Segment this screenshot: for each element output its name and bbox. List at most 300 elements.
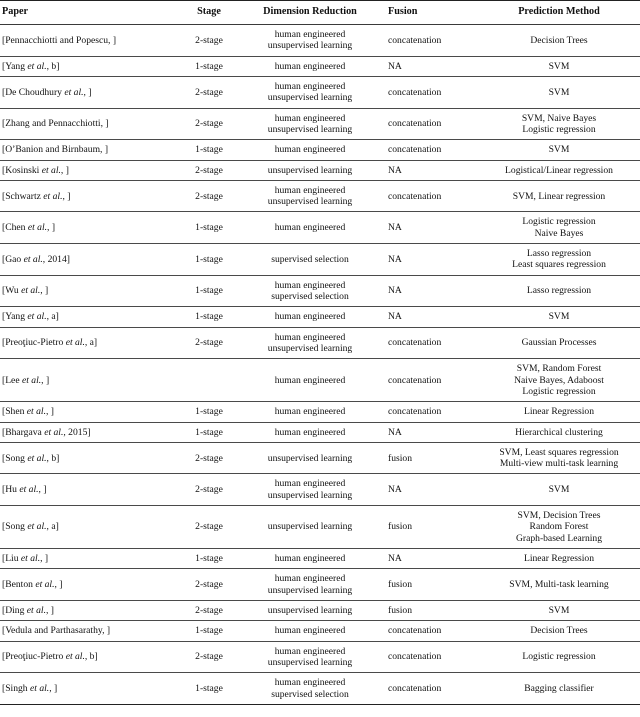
paper-citation-etal: et al. (64, 86, 84, 98)
dimension-reduction-value-line: human engineered (274, 645, 346, 657)
stage-value: 2-stage (195, 521, 223, 533)
cell-fusion (380, 359, 478, 402)
prediction-method-value (482, 447, 636, 470)
dimension-reduction-value-line: unsupervised learning (267, 521, 353, 533)
prediction-method-value-line: Decision Trees (530, 625, 588, 637)
paper-citation-prefix: [Chen (2, 222, 28, 234)
table-row (0, 600, 640, 620)
cell-stage (178, 442, 240, 474)
dimension-reduction-value (244, 165, 376, 176)
cell-fusion (380, 160, 478, 180)
cell-paper (0, 442, 178, 474)
cell-paper (0, 160, 178, 180)
prediction-method-value-line: SVM (548, 86, 570, 98)
cell-dimension-reduction (240, 402, 380, 422)
table-header (0, 1, 640, 25)
table-row (0, 422, 640, 442)
fusion-value: NA (388, 285, 402, 297)
dimension-reduction-value-line: unsupervised learning (267, 452, 353, 464)
cell-fusion (380, 549, 478, 569)
cell-stage (178, 275, 240, 307)
stage-value: 2-stage (195, 484, 223, 496)
prediction-method-value-line: Naive Bayes (534, 227, 584, 239)
stage-value: 1-stage (195, 426, 223, 438)
prediction-method-value (482, 579, 636, 590)
cell-fusion (380, 569, 478, 601)
stage-value: 1-stage (195, 682, 223, 694)
column-header-dimension-reduction: Dimension Reduction (240, 1, 380, 25)
paper-citation-etal: et al. (30, 682, 50, 694)
stage-value: 1-stage (195, 144, 223, 156)
paper-citation-prefix: [Kosinski (2, 164, 42, 176)
paper-citation-suffix: , ] (40, 553, 49, 565)
cell-prediction-method (478, 76, 640, 108)
cell-fusion (380, 402, 478, 422)
paper-citation-etal: et al. (41, 164, 61, 176)
prediction-method-value-line: Decision Trees (530, 34, 588, 46)
stage-value: 2-stage (195, 452, 223, 464)
dimension-reduction-value-line: human engineered (274, 406, 346, 418)
cell-stage (178, 76, 240, 108)
stage-value: 2-stage (195, 34, 223, 46)
prediction-method-value-line: Logistic regression (522, 385, 596, 397)
cell-prediction-method (478, 673, 640, 705)
fusion-value: fusion (388, 579, 412, 590)
prediction-method-value-line: SVM (548, 604, 570, 616)
paper-citation-suffix: , b] (84, 651, 98, 663)
dimension-reduction-value (244, 427, 376, 438)
prediction-method-value-line: Lasso regression (526, 285, 592, 297)
prediction-method-value (482, 553, 636, 564)
cell-dimension-reduction (240, 76, 380, 108)
cell-stage (178, 180, 240, 212)
cell-stage (178, 506, 240, 549)
cell-fusion (380, 327, 478, 359)
fusion-value: NA (388, 484, 402, 496)
cell-dimension-reduction (240, 621, 380, 641)
cell-stage (178, 600, 240, 620)
stage-value: 2-stage (195, 86, 223, 98)
cell-prediction-method (478, 549, 640, 569)
cell-paper (0, 76, 178, 108)
dimension-reduction-value (244, 625, 376, 636)
fusion-value: concatenation (388, 34, 442, 46)
dimension-reduction-value-line: human engineered (274, 374, 346, 386)
table-row (0, 76, 640, 108)
cell-stage (178, 25, 240, 57)
prediction-method-value-line: SVM (548, 144, 570, 156)
dimension-reduction-value-line: human engineered (274, 144, 346, 156)
prediction-method-value (482, 363, 636, 397)
table-row (0, 569, 640, 601)
cell-paper (0, 506, 178, 549)
paper-citation-suffix: , ] (49, 682, 58, 694)
stage-value: 1-stage (195, 253, 223, 265)
cell-dimension-reduction (240, 359, 380, 402)
cell-fusion (380, 621, 478, 641)
paper-citation-etal: et al. (65, 337, 85, 349)
paper-citation-prefix: [Yang (2, 311, 28, 323)
cell-prediction-method (478, 212, 640, 244)
dimension-reduction-value (244, 521, 376, 532)
dimension-reduction-value (244, 254, 376, 265)
paper-citation-etal: et al. (65, 651, 85, 663)
dimension-reduction-value (244, 646, 376, 669)
cell-stage (178, 402, 240, 422)
prediction-method-value-line: Graph-based Learning (515, 532, 603, 544)
prediction-method-value (482, 311, 636, 322)
dimension-reduction-value-line: human engineered (274, 478, 346, 490)
paper-citation-etal: et al. (21, 285, 41, 297)
stage-value: 1-stage (195, 311, 223, 323)
cell-fusion (380, 108, 478, 140)
cell-fusion (380, 56, 478, 76)
cell-dimension-reduction (240, 212, 380, 244)
dimension-reduction-value (244, 332, 376, 355)
cell-stage (178, 673, 240, 705)
prediction-method-value (482, 285, 636, 296)
paper-citation-suffix: , ] (62, 190, 71, 202)
dimension-reduction-value-line: human engineered (274, 184, 346, 196)
stage-value: 2-stage (195, 604, 223, 616)
paper-citation-etal: et al. (23, 253, 43, 265)
prediction-method-value-line: SVM (548, 484, 570, 496)
paper-citation-etal: et al. (35, 579, 55, 590)
cell-prediction-method (478, 506, 640, 549)
dimension-reduction-value (244, 222, 376, 233)
table-row (0, 25, 640, 57)
cell-prediction-method (478, 474, 640, 506)
column-header-prediction-method: Prediction Method (478, 1, 640, 25)
fusion-value: concatenation (388, 682, 442, 694)
table-row (0, 140, 640, 160)
fusion-value: concatenation (388, 118, 442, 130)
fusion-value: NA (388, 60, 402, 72)
prediction-method-value-line: Multi-view multi-task learning (499, 458, 619, 470)
prediction-method-value (482, 683, 636, 694)
paper-citation-suffix: , ] (83, 86, 92, 98)
cell-dimension-reduction (240, 180, 380, 212)
table-row (0, 673, 640, 705)
cell-fusion (380, 76, 478, 108)
stage-value: 1-stage (195, 222, 223, 234)
paper-citation-prefix: [De Choudhury (2, 86, 65, 98)
table-row (0, 402, 640, 422)
cell-fusion (380, 212, 478, 244)
cell-dimension-reduction (240, 600, 380, 620)
dimension-reduction-value (244, 61, 376, 72)
cell-paper (0, 244, 178, 276)
paper-citation-etal: et al. (26, 604, 46, 616)
paper-citation-etal: et al. (27, 521, 47, 533)
prediction-method-value (482, 87, 636, 98)
cell-fusion (380, 474, 478, 506)
dimension-reduction-value (244, 478, 376, 501)
dimension-reduction-value-line: human engineered (274, 60, 346, 72)
stage-value: 2-stage (195, 118, 223, 130)
fusion-value: NA (388, 426, 402, 438)
table-row (0, 442, 640, 474)
paper-citation-etal: et al. (27, 311, 47, 323)
cell-dimension-reduction (240, 307, 380, 327)
table-row (0, 108, 640, 140)
stage-value: 2-stage (195, 164, 223, 176)
cell-prediction-method (478, 621, 640, 641)
cell-prediction-method (478, 307, 640, 327)
cell-paper (0, 180, 178, 212)
fusion-value: concatenation (388, 337, 442, 349)
cell-paper (0, 600, 178, 620)
cell-paper (0, 25, 178, 57)
cell-dimension-reduction (240, 422, 380, 442)
prediction-method-value (482, 427, 636, 438)
dimension-reduction-value (244, 553, 376, 564)
table-row (0, 327, 640, 359)
prediction-method-value (482, 406, 636, 417)
cell-prediction-method (478, 108, 640, 140)
dimension-reduction-value-line: unsupervised learning (267, 164, 353, 176)
stage-value: 2-stage (195, 579, 223, 590)
cell-dimension-reduction (240, 442, 380, 474)
cell-dimension-reduction (240, 641, 380, 673)
prediction-method-value-line: Naive Bayes, Adaboost (514, 374, 604, 386)
cell-dimension-reduction (240, 56, 380, 76)
dimension-reduction-value (244, 311, 376, 322)
fusion-value: concatenation (388, 406, 442, 418)
cell-prediction-method (478, 275, 640, 307)
cell-prediction-method (478, 569, 640, 601)
paper-citation-suffix: , a] (46, 311, 59, 323)
dimension-reduction-value-line: human engineered (274, 426, 346, 438)
dimension-reduction-value-line: human engineered (274, 222, 346, 234)
dimension-reduction-value-line: unsupervised learning (267, 123, 353, 135)
paper-citation-suffix: , ] (38, 484, 47, 496)
dimension-reduction-value-line: human engineered (274, 677, 346, 689)
cell-fusion (380, 600, 478, 620)
prediction-method-value (482, 605, 636, 616)
prediction-method-value (482, 35, 636, 46)
paper-citation-prefix: [Liu (2, 553, 21, 565)
prediction-method-value (482, 484, 636, 495)
prediction-method-value-line: Linear Regression (523, 406, 595, 418)
cell-dimension-reduction (240, 506, 380, 549)
paper-citation-etal: et al. (27, 452, 47, 464)
paper-citation-etal: et al. (44, 426, 64, 438)
cell-paper (0, 402, 178, 422)
prediction-method-value-line: Logistic regression (522, 651, 596, 663)
prediction-method-value (482, 165, 636, 176)
cell-paper (0, 140, 178, 160)
dimension-reduction-value (244, 144, 376, 155)
fusion-value: concatenation (388, 651, 442, 663)
prediction-method-value-line: Bagging classifier (524, 682, 594, 694)
stage-value: 2-stage (195, 337, 223, 349)
prediction-method-value-line: Logistical/Linear regression (505, 164, 613, 176)
paper-citation-prefix: [Pennacchiotti and Popescu, ] (2, 34, 117, 46)
dimension-reduction-value (244, 573, 376, 596)
fusion-value: NA (388, 164, 402, 176)
fusion-value: fusion (388, 604, 412, 616)
cell-stage (178, 244, 240, 276)
paper-citation-suffix: , a] (46, 521, 59, 533)
cell-stage (178, 212, 240, 244)
dimension-reduction-value-line: human engineered (274, 29, 346, 41)
fusion-value: concatenation (388, 86, 442, 98)
fusion-value: fusion (388, 452, 412, 464)
cell-dimension-reduction (240, 160, 380, 180)
dimension-reduction-value-line: human engineered (274, 553, 346, 565)
fusion-value: concatenation (388, 625, 442, 637)
paper-citation-prefix: [Ding (2, 604, 27, 616)
dimension-reduction-value-line: human engineered (274, 331, 346, 343)
dimension-reduction-value (244, 185, 376, 208)
cell-stage (178, 422, 240, 442)
cell-stage (178, 307, 240, 327)
paper-citation-prefix: [Schwartz (2, 190, 44, 202)
cell-dimension-reduction (240, 108, 380, 140)
cell-prediction-method (478, 359, 640, 402)
table-row (0, 549, 640, 569)
dimension-reduction-value (244, 375, 376, 386)
prediction-method-value-line: Gaussian Processes (521, 337, 597, 349)
paper-citation-prefix: [Song (2, 521, 28, 533)
table-row (0, 641, 640, 673)
prediction-method-value-line: Random Forest (529, 521, 589, 533)
cell-fusion (380, 422, 478, 442)
paper-citation-suffix: , b] (46, 452, 60, 464)
cell-stage (178, 359, 240, 402)
dimension-reduction-value-line: supervised selection (271, 291, 349, 303)
fusion-value: NA (388, 222, 402, 234)
cell-fusion (380, 180, 478, 212)
dimension-reduction-value-line: unsupervised learning (267, 584, 353, 596)
prediction-method-value-line: SVM (548, 311, 570, 323)
cell-paper (0, 474, 178, 506)
table-row (0, 474, 640, 506)
cell-fusion (380, 641, 478, 673)
paper-citation-prefix: [Song (2, 452, 28, 464)
cell-paper (0, 549, 178, 569)
prediction-method-value (482, 191, 636, 202)
paper-citation-prefix: [Singh (2, 682, 30, 694)
dimension-reduction-value (244, 677, 376, 700)
paper-citation-suffix: , ] (60, 164, 69, 176)
column-header-stage: Stage (178, 1, 240, 25)
prediction-method-value (482, 216, 636, 239)
column-header-fusion: Fusion (380, 1, 478, 25)
column-header-paper: Paper (0, 1, 178, 25)
paper-citation-suffix: , b] (46, 60, 60, 72)
table-row (0, 56, 640, 76)
paper-citation-suffix: , ] (41, 374, 50, 386)
dimension-reduction-value-line: unsupervised learning (267, 489, 353, 501)
stage-value: 1-stage (195, 406, 223, 418)
cell-stage (178, 140, 240, 160)
paper-citation-etal: et al. (26, 406, 46, 418)
cell-stage (178, 641, 240, 673)
paper-citation-etal: et al. (20, 553, 41, 565)
stage-value: 1-stage (195, 625, 223, 637)
dimension-reduction-value-line: supervised selection (271, 253, 349, 265)
cell-fusion (380, 275, 478, 307)
prediction-method-value-line: Least squares regression (512, 259, 606, 271)
prediction-method-value-line: Hierarchical clustering (515, 426, 603, 438)
dimension-reduction-value (244, 453, 376, 464)
paper-citation-suffix: , 2014] (42, 253, 70, 265)
dimension-reduction-value-line: human engineered (274, 311, 346, 323)
cell-prediction-method (478, 25, 640, 57)
fusion-value: NA (388, 253, 402, 265)
paper-citation-suffix: , a] (84, 337, 98, 349)
prediction-method-value-line: Linear Regression (523, 553, 595, 565)
cell-prediction-method (478, 600, 640, 620)
cell-fusion (380, 244, 478, 276)
table-row (0, 180, 640, 212)
fusion-value: concatenation (388, 374, 442, 386)
dimension-reduction-value-line: unsupervised learning (267, 604, 353, 616)
dimension-reduction-value-line: unsupervised learning (267, 40, 353, 52)
paper-citation-prefix: [Yang (2, 60, 28, 72)
prediction-method-value-line: SVM, Decision Trees (517, 510, 601, 522)
cell-dimension-reduction (240, 25, 380, 57)
stage-value: 1-stage (195, 60, 223, 72)
table-body (0, 25, 640, 705)
paper-citation-prefix: [Zhang and Pennacchiotti, ] (2, 118, 109, 130)
dimension-reduction-value-line: supervised selection (271, 688, 349, 700)
paper-citation-suffix: , ] (54, 579, 63, 590)
cell-prediction-method (478, 140, 640, 160)
prediction-method-value (482, 651, 636, 662)
dimension-reduction-value-line: human engineered (274, 279, 346, 291)
cell-stage (178, 56, 240, 76)
paper-citation-etal: et al. (43, 190, 63, 202)
paper-citation-prefix: [Wu (2, 285, 22, 297)
dimension-reduction-value-line: unsupervised learning (267, 342, 353, 354)
cell-dimension-reduction (240, 275, 380, 307)
paper-citation-suffix: , 2015] (63, 426, 91, 438)
header-row (0, 1, 640, 25)
table-row (0, 506, 640, 549)
prediction-method-value-line: SVM (548, 60, 570, 72)
dimension-reduction-value (244, 29, 376, 52)
table-row (0, 244, 640, 276)
cell-stage (178, 327, 240, 359)
cell-fusion (380, 25, 478, 57)
cell-dimension-reduction (240, 549, 380, 569)
paper-citation-prefix: [Bhargava (2, 426, 45, 438)
stage-value: 2-stage (195, 190, 223, 202)
cell-stage (178, 474, 240, 506)
paper-citation-suffix: , ] (45, 406, 54, 418)
cell-fusion (380, 673, 478, 705)
cell-stage (178, 621, 240, 641)
fusion-value: fusion (388, 521, 412, 533)
paper-citation-etal: et al. (27, 222, 48, 234)
prediction-method-value-line: SVM, Multi-task learning (509, 579, 609, 590)
prediction-method-value-line: SVM, Least squares regression (499, 446, 619, 458)
paper-citation-suffix: , ] (45, 604, 54, 616)
dimension-reduction-value-line: human engineered (274, 80, 346, 92)
table-row (0, 307, 640, 327)
prediction-method-value-line: Logistic regression (522, 123, 596, 135)
prediction-method-value (482, 510, 636, 544)
dimension-reduction-value (244, 280, 376, 303)
cell-paper (0, 569, 178, 601)
cell-paper (0, 56, 178, 76)
cell-dimension-reduction (240, 474, 380, 506)
fusion-value: NA (388, 311, 402, 323)
cell-prediction-method (478, 160, 640, 180)
